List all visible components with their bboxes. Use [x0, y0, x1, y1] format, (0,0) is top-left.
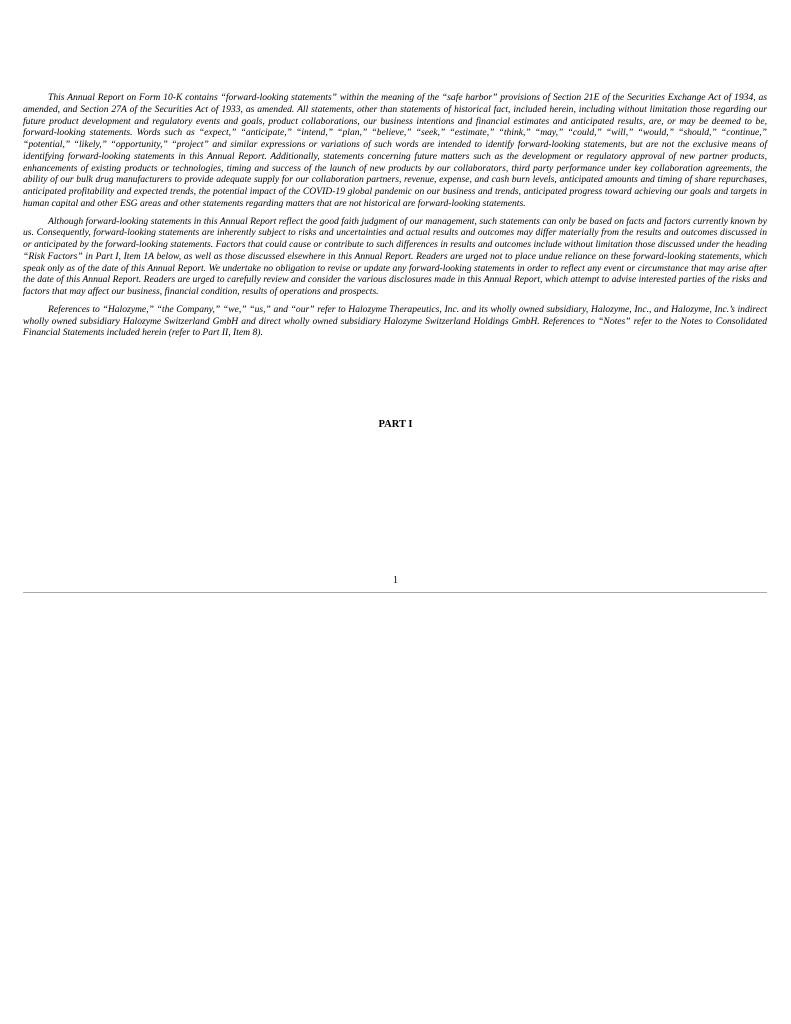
references-paragraph: References to “Halozyme,” “the Company,” “we,” “us,” and “our” refer to Halozyme Therapeutics, Inc. and its wholly owned subsidiary, Halozyme, Inc., and Halozyme, Inc.’s indirect wholly owned subsidiary Halozyme Switzerland GmbH and direct wholly owned subsidiary Halozyme Switzerland Holdings GmbH. References to “Notes” refer to the Notes to Consolidated Financial Statements included herein (refer to Part II, Item 8).	[23, 303, 767, 339]
management-judgment-paragraph: Although forward-looking statements in this Annual Report reflect the good faith judgment of our management, such statements can only be based on facts and factors currently known by us. Consequently, forward-looking statements are inherently subject to risks and uncertainties and actual results and outcomes may differ materially from the results and outcomes discussed in or anticipated by the forward-looking statements. Factors that could cause or contribute to such differences in results and outcomes include without limitation those discussed under the heading “Risk Factors” in Part I, Item 1A below, as well as those discussed elsewhere in this Annual Report. Readers are urged not to place undue reliance on these forward-looking statements, which speak only as of the date of this Annual Report. We undertake no obligation to revise or update any forward-looking statements in order to reflect any event or circumstance that may arise after the date of this Annual Report. Readers are urged to carefully review and consider the various disclosures made in this Annual Report, which attempt to advise interested parties of the risks and factors that may affect our business, financial condition, results of operations and prospects.	[23, 215, 767, 297]
body-text	[23, 92, 767, 345]
page-number: 1	[393, 575, 398, 586]
section-heading: PART I	[378, 419, 413, 430]
forward-looking-statements-paragraph: This Annual Report on Form 10-K contains “forward-looking statements” within the meaning of the “safe harbor” provisions of Section 21E of the Securities Exchange Act of 1934, as amended, and Section 27A of the Securities Act of 1933, as amended. All statements, other than statements of historical fact, included herein, including without limitation those regarding our future product development and regulatory events and goals, product collaborations, our business intentions and financial estimates and anticipated results, are, or may be deemed to be, forward-looking statements. Words such as “expect,” “anticipate,” “intend,” “plan,” “believe,” “seek,” “estimate,” “think,” “may,” “could,” “will,” “would,” “should,” “continue,” “potential,” “likely,” “opportunity,” “project” and similar expressions or variations of such words are intended to identify forward-looking statements, but are not the exclusive means of identifying forward-looking statements in this Annual Report. Additionally, statements concerning future matters such as the development or regulatory approval of new partner products, enhancements of existing products or technologies, timing and success of the launch of new products by our collaborators, third party performance under key collaboration agreements, the ability of our bulk drug manufacturers to provide adequate supply for our collaboration partners, revenue, expense, and cash burn levels, anticipated amounts and timing of share repurchases, anticipated profitability and expected trends, the potential impact of the COVID-19 global pandemic on our business and trends, anticipated progress toward achieving our goals and targets in human capital and other ESG areas and other statements regarding matters that are not historical are forward-looking statements.	[23, 92, 767, 209]
page-divider	[23, 592, 767, 593]
